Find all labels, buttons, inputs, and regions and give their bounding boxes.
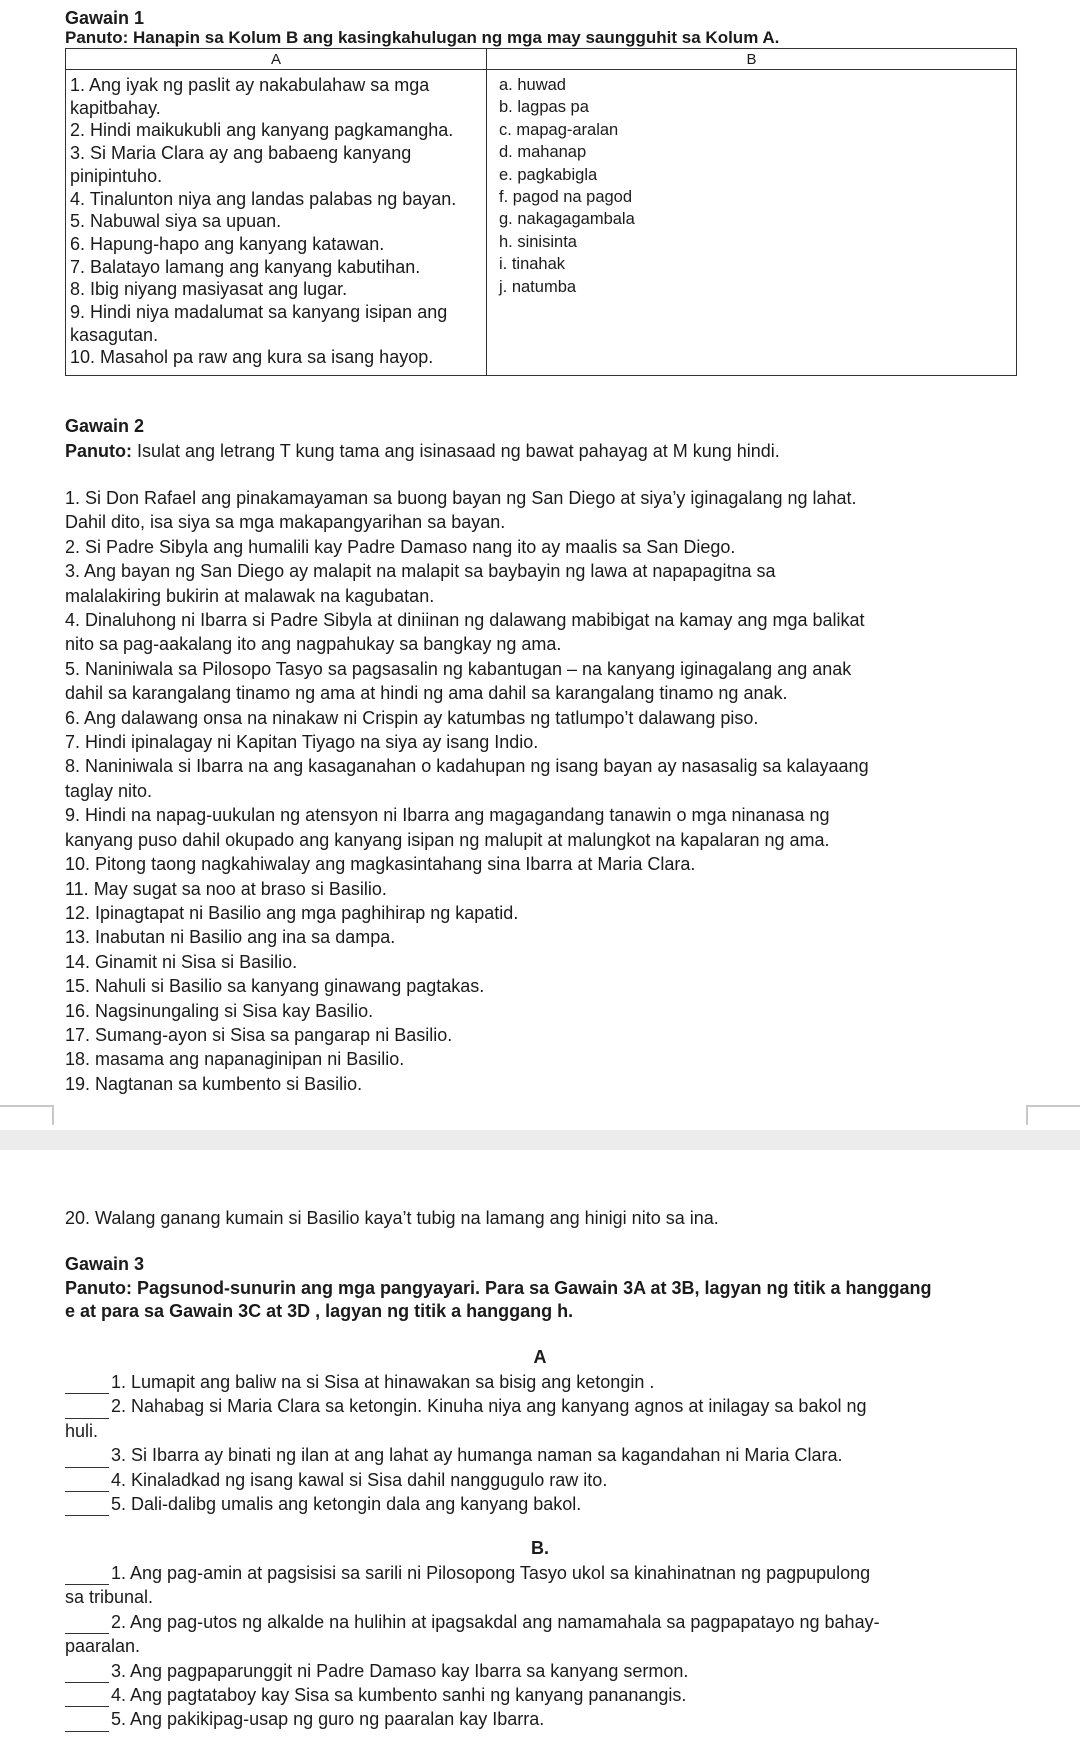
sequence-item-text: 5. Dali-dalibg umalis ang ketongin dala ang kanyang bakol. [111,1494,582,1515]
col-b-header: B [487,49,1017,70]
sequence-item[interactable] [65,1659,1025,1683]
column-a-line-text: 10. Masahol pa raw ang kura sa isang hayop. [70,347,434,368]
answer-blank[interactable] [65,1449,109,1468]
column-b-choice-text: c. mapag-aralan [499,120,619,139]
column-a-line [70,256,482,279]
statement-line [65,657,1025,681]
sequence-item[interactable] [65,1707,1025,1731]
sequence-item-text: 1. Ang pag-amin at pagsisisi sa sarili ni Pilosopong Tasyo ukol sa kinahinatnan ng pagpupulong [111,1563,871,1583]
sequence-item [65,1419,1025,1443]
gawain2-instruction-label: Panuto: [65,441,132,461]
column-a-line [70,97,482,120]
column-a-line [70,233,482,256]
column-b-choice-text: a. huwad [499,76,566,94]
column-b-choice [491,141,1012,163]
statement-line [65,584,1025,608]
sequence-item [65,1634,1025,1658]
column-b-choice-text: i. tinahak [499,255,566,274]
column-b-choice-text: j. natumba [499,277,577,296]
gawain3-instruction-line1: Panuto: Pagsunod-sunurin ang mga pangyayari. Para sa Gawain 3A at 3B, lagyan ng titik a hanggang [65,1278,932,1298]
column-a-line [70,346,482,369]
statement-line [65,925,1025,949]
column-b-choice [491,74,1012,96]
column-b-choice [491,208,1012,230]
statement-line [65,535,1025,559]
sequence-item [65,1585,1025,1609]
section-b-list [65,1561,1025,1732]
crop-mark [1026,1105,1080,1125]
sequence-item-text: 2. Ang pag-utos ng alkalde na hulihin at ipagsakdal ang namamahala sa pagpapatayo ng bahay- [111,1611,880,1632]
statement-line [65,559,1025,583]
sequence-item-text: sa tribunal. [65,1587,154,1608]
answer-blank[interactable] [65,1615,109,1634]
statement-line-text: 8. Naniniwala si Ibarra na ang kasaganahan o kadahupan ng isang bayan ay nasasalig sa kalayaang [65,756,869,777]
column-a-line [70,142,482,165]
gawain2-instruction-text: Isulat ang letrang T kung tama ang isinasaad ng bawat pahayag at M kung hindi. [132,441,780,461]
statement-line [65,999,1025,1023]
gawain2-item-20: 20. Walang ganang kumain si Basilio kaya’t tubig na lamang ang hinigi nito sa ina. [65,1208,719,1228]
statement-line-text: 3. Ang bayan ng San Diego ay malapit na malapit sa baybayin ng lawa at napapagitna sa [65,561,776,582]
column-a-line-text: 1. Ang iyak ng paslit ay nakabulahaw sa mga [70,75,430,95]
col-a-cell [66,70,487,376]
statement-line [65,1023,1025,1047]
sequence-item[interactable] [65,1610,1025,1634]
sequence-item-text: 4. Kinaladkad ng isang kawal si Sisa dahil nanggugulo raw ito. [111,1469,608,1490]
sequence-item[interactable] [65,1561,1025,1585]
statement-line-text: Dahil dito, isa siya sa mga makapangyarihan sa bayan. [65,512,506,533]
column-b-choice-text: d. mahanap [499,143,587,162]
statement-line [65,828,1025,852]
column-b-choice [491,164,1012,186]
column-a-line-text: 6. Hapung-hapo ang kanyang katawan. [70,233,385,254]
page-bottom-section [0,1150,1080,1748]
statement-line [65,754,1025,778]
column-a-line [70,74,482,97]
gawain3-title: Gawain 3 [65,1254,145,1274]
answer-blank[interactable] [65,1473,109,1492]
statement-line-text: 2. Si Padre Sibyla ang humalili kay Padre Damaso nang ito ay maalis sa San Diego. [65,536,736,557]
col-b-cell [487,70,1017,376]
sequence-item-text: paaralan. [65,1636,141,1657]
sequence-item-text: 3. Si Ibarra ay binati ng ilan at ang lahat ay humanga naman sa kagandahan ni Maria Clara. [111,1445,843,1466]
crop-mark [0,1105,54,1125]
statement-line [65,803,1025,827]
sequence-item-text: 5. Ang pakikipag-usap ng guro ng paaralan kay Ibarra. [111,1709,545,1730]
column-a-line [70,324,482,347]
statement-line-text: kanyang puso dahil okupado ang kanyang isipan ng malupit at malungkot na kapalaran ng ama. [65,829,830,850]
statement-line [65,901,1025,925]
answer-blank[interactable] [65,1688,109,1707]
statement-line-text: 6. Ang dalawang onsa na ninakaw ni Crispin ay katumbas ng tatlumpo’t dalawang piso. [65,707,759,728]
column-a-line-text: 7. Balatayo lamang ang kanyang kabutihan. [70,256,421,277]
statement-line [65,608,1025,632]
sequence-item[interactable] [65,1683,1025,1707]
statement-line-text: dahil sa karangalang tinamo ng ama at hindi ng ama dahil sa karangalang tinamo ng anak. [65,683,788,704]
statement-line [65,681,1025,705]
statement-line-text: 4. Dinaluhong ni Ibarra si Padre Sibyla at diniinan ng dalawang mabibigat na kamay ang mga balikat [65,610,865,631]
answer-blank[interactable] [65,1713,109,1732]
col-a-header: A [66,49,487,70]
column-b-choice [491,253,1012,275]
column-b-choice [491,96,1012,118]
statement-line-text: 13. Inabutan ni Basilio ang ina sa dampa. [65,927,396,948]
statement-line-text: 17. Sumang-ayon si Sisa sa pangarap ni Basilio. [65,1024,453,1045]
statement-line-text: 19. Nagtanan sa kumbento si Basilio. [65,1073,363,1094]
answer-blank[interactable] [65,1375,109,1394]
statement-line-text: 10. Pitong taong nagkahiwalay ang magkasintahang sina Ibarra at Maria Clara. [65,854,696,875]
statement-line [65,486,1025,510]
statement-line-text: 15. Nahuli si Basilio sa kanyang ginawang pagtakas. [65,976,485,997]
statement-line-text: taglay nito. [65,780,153,801]
gawain1-title: Gawain 1 [65,8,145,28]
column-b-choice [491,276,1012,298]
statement-line [65,1047,1025,1071]
column-a-line [70,119,482,142]
matching-table [65,48,1017,376]
column-a-line [70,165,482,188]
gawain2-statement-list [65,486,1025,1096]
column-b-choice-text: e. pagkabigla [499,165,598,184]
gawain2-instruction [65,441,780,462]
sequence-item-text: 4. Ang pagtataboy kay Sisa sa kumbento sanhi ng kanyang pananangis. [111,1685,687,1706]
statement-line [65,706,1025,730]
column-a-line-text: 3. Si Maria Clara ay ang babaeng kanyang [70,143,412,164]
statement-line [65,877,1025,901]
answer-blank[interactable] [65,1566,109,1585]
column-a-line [70,210,482,233]
column-a-line-text: kapitbahay. [70,97,161,118]
statement-line-text: 1. Si Don Rafael ang pinakamayaman sa buong bayan ng San Diego at siya’y iginagalang ng lahat. [65,488,857,508]
statement-line [65,510,1025,534]
section-b-label: B. [531,1538,549,1558]
statement-line [65,852,1025,876]
statement-line-text: 18. masama ang napanaginipan ni Basilio. [65,1049,405,1070]
column-a-line [70,188,482,211]
answer-blank[interactable] [65,1664,109,1683]
statement-line [65,974,1025,998]
sequence-item-text: 3. Ang pagpaparunggit ni Padre Damaso kay Ibarra sa kanyang sermon. [111,1660,689,1681]
sequence-item[interactable] [65,1492,1025,1516]
statement-line-text: 5. Naniniwala sa Pilosopo Tasyo sa pagsasalin ng kabantugan – na kanyang iginagalang ang anak [65,658,852,679]
statement-line [65,779,1025,803]
statement-line-text: nito sa pag-aakalang ito ang nagpahukay sa bangkay ng ama. [65,634,562,655]
sequence-item[interactable] [65,1370,1025,1394]
statement-line [65,1072,1025,1096]
gawain1-instruction: Panuto: Hanapin sa Kolum B ang kasingkahulugan ng mga may saungguhit sa Kolum A. [65,28,780,47]
statement-line [65,950,1025,974]
column-a-line-text: 9. Hindi niya madalumat sa kanyang isipan ang [70,302,448,323]
sequence-item[interactable] [65,1443,1025,1467]
statement-line-text: 12. Ipinagtapat ni Basilio ang mga paghihirap ng kapatid. [65,902,519,923]
statement-line-text: 14. Ginamit ni Sisa si Basilio. [65,951,298,972]
column-b-choice-text: f. pagod na pagod [499,188,633,207]
column-a-line-text: 5. Nabuwal siya sa upuan. [70,211,282,232]
statement-line-text: 9. Hindi na napag-uukulan ng atensyon ni Ibarra ang magagandang tanawin o mga ninanasa ng [65,805,830,826]
answer-blank[interactable] [65,1497,109,1516]
statement-line-text: 7. Hindi ipinalagay ni Kapitan Tiyago na siya ay isang Indio. [65,732,539,753]
section-a-label: A [533,1347,547,1367]
page-break [0,1130,1080,1150]
answer-blank[interactable] [65,1400,109,1419]
column-a-line-text: pinipintuho. [70,165,163,186]
section-a-list [65,1370,1025,1516]
column-a-line-text: 4. Tinalunton niya ang landas palabas ng bayan. [70,188,457,209]
column-b-choice-text: h. sinisinta [499,232,577,251]
statement-line [65,632,1025,656]
column-a-line [70,301,482,324]
column-a-line [70,278,482,301]
column-b-choice [491,231,1012,253]
column-a-line-text: 8. Ibig niyang masiyasat ang lugar. [70,279,348,300]
column-b-choice [491,119,1012,141]
sequence-item[interactable] [65,1468,1025,1492]
column-b-choice [491,186,1012,208]
statement-line-text: 16. Nagsinungaling si Sisa kay Basilio. [65,1000,374,1021]
statement-line-text: 11. May sugat sa noo at braso si Basilio. [65,878,387,899]
sequence-item-text: 2. Nahabag si Maria Clara sa ketongin. Kinuha niya ang kanyang agnos at inilagay sa bakol ng [111,1396,867,1417]
column-b-choice-text: g. nakagagambala [499,210,635,229]
gawain3-instruction-line2: e at para sa Gawain 3C at 3D , lagyan ng titik a hanggang h. [65,1301,574,1321]
column-b-choice-text: b. lagpas pa [499,98,589,117]
sequence-item-text: 1. Lumapit ang baliw na si Sisa at hinawakan sa bisig ang ketongin . [111,1372,655,1392]
statement-line [65,730,1025,754]
gawain2-title: Gawain 2 [65,416,145,436]
statement-line-text: malalakiring bukirin at malawak na kagubatan. [65,585,435,606]
column-a-line-text: 2. Hindi maikukubli ang kanyang pagkamangha. [70,120,454,141]
sequence-item-text: huli. [65,1420,99,1441]
column-a-line-text: kasagutan. [70,324,159,345]
sequence-item[interactable] [65,1394,1025,1418]
